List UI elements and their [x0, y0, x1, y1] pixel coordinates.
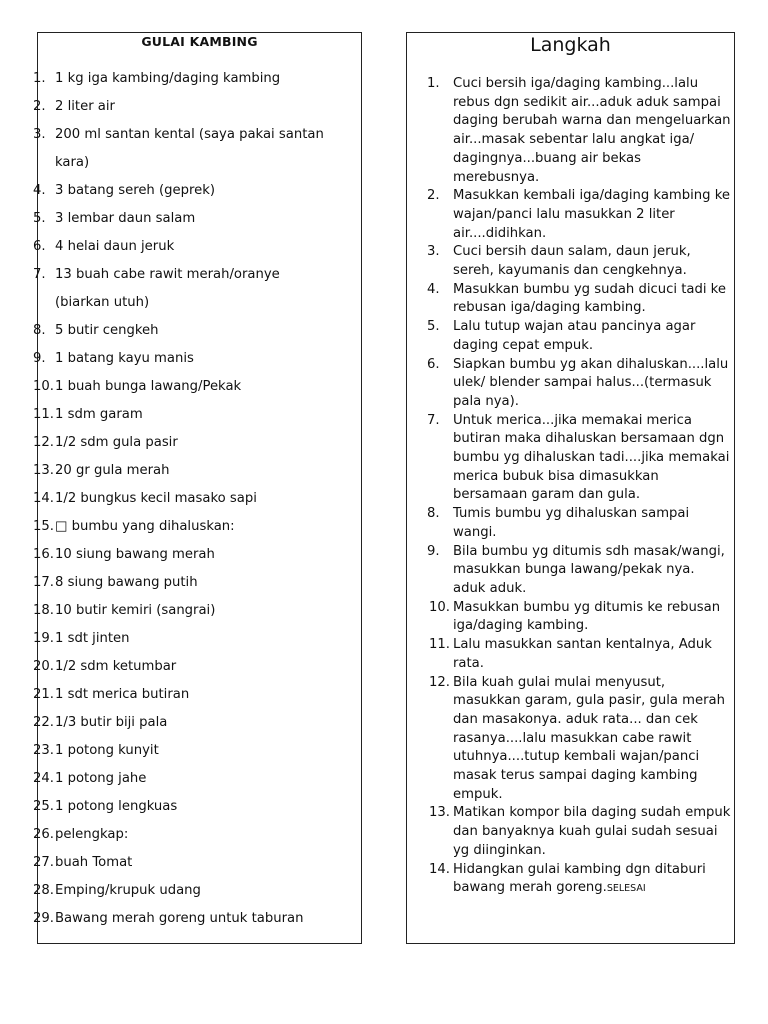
- ingredient-number: 4.: [33, 183, 46, 198]
- step-number: 9.: [427, 543, 440, 559]
- step-text: Matikan kompor bila daging sudah empuk dan banyaknya kuah gulai sudah sesuai yg diinginkan.: [453, 805, 731, 858]
- ingredient-item: [33, 289, 359, 317]
- ingredient-text: 13 buah cabe rawit merah/oranye: [55, 267, 280, 282]
- ingredient-text: 4 helai daun jeruk: [55, 239, 175, 254]
- step-item: [413, 187, 731, 243]
- ingredient-text: 8 siung bawang putih: [55, 575, 198, 590]
- step-number: 6.: [427, 356, 440, 372]
- ingredient-item: [33, 93, 359, 121]
- ingredient-number: 7.: [33, 267, 46, 282]
- ingredient-item: [33, 625, 359, 653]
- ingredient-item: [33, 905, 359, 933]
- ingredient-number: 10.: [33, 379, 54, 394]
- step-number: 14.: [429, 861, 450, 877]
- step-text: Lalu tutup wajan atau pancinya agar daging cepat empuk.: [453, 319, 696, 353]
- ingredient-number: 2.: [33, 99, 46, 114]
- ingredient-item: [33, 149, 359, 177]
- ingredient-text: 1/2 sdm ketumbar: [55, 659, 177, 674]
- step-text: Masukkan bumbu yg sudah dicuci tadi ke rebusan iga/daging kambing.: [453, 281, 726, 316]
- step-number: 4.: [427, 281, 440, 297]
- step-item: [413, 861, 731, 899]
- ingredient-text: Bawang merah goreng untuk taburan: [55, 911, 304, 926]
- step-text: Untuk merica...jika memakai merica butiran maka dihaluskan bersamaan dgn bumbu yg dihaluskan tadi....jika memakai merica bubuk bisa dimasukkan bersamaan garam dan gula.: [453, 412, 730, 503]
- ingredient-text: 1 sdt merica butiran: [55, 687, 190, 702]
- ingredient-number: 20.: [33, 659, 54, 674]
- ingredient-number: 16.: [33, 547, 54, 562]
- ingredient-text: 200 ml santan kental (saya pakai santan: [55, 127, 324, 142]
- ingredients-panel: [33, 32, 362, 944]
- ingredient-text: kara): [55, 155, 90, 170]
- step-number: 2.: [427, 188, 440, 204]
- ingredient-text: 10 butir kemiri (sangrai): [55, 603, 216, 618]
- step-text: Lalu masukkan santan kentalnya, Aduk rata.: [453, 637, 712, 671]
- ingredient-item: [33, 541, 359, 569]
- ingredient-item: [33, 597, 359, 625]
- ingredient-number: 26.: [33, 827, 54, 842]
- ingredient-item: [33, 793, 359, 821]
- ingredient-item: [33, 121, 359, 149]
- ingredient-number: 28.: [33, 883, 54, 898]
- ingredient-number: 13.: [33, 463, 54, 478]
- ingredient-item: [33, 65, 359, 93]
- ingredient-item: [33, 205, 359, 233]
- ingredient-item: [33, 429, 359, 457]
- ingredient-number: 3.: [33, 127, 46, 142]
- step-text: Masukkan kembali iga/daging kambing ke wajan/panci lalu masukkan 2 liter air....didihkan.: [453, 188, 730, 241]
- step-number: 12.: [429, 674, 450, 690]
- ingredient-text: 3 batang sereh (geprek): [55, 183, 216, 198]
- step-number: 3.: [427, 244, 440, 260]
- ingredient-item: [33, 177, 359, 205]
- step-item: [413, 674, 731, 805]
- ingredient-text: 10 siung bawang merah: [55, 547, 215, 562]
- step-text: Tumis bumbu yg dihaluskan sampai wangi.: [453, 506, 690, 540]
- ingredient-number: 8.: [33, 323, 46, 338]
- ingredient-text: 5 butir cengkeh: [55, 323, 159, 338]
- ingredient-text: 1/2 sdm gula pasir: [55, 435, 178, 450]
- ingredient-number: 21.: [33, 687, 54, 702]
- ingredient-number: 11.: [33, 407, 54, 422]
- ingredient-item: [33, 457, 359, 485]
- ingredient-text: 1 batang kayu manis: [55, 351, 194, 366]
- ingredient-text: 1 sdm garam: [55, 407, 143, 422]
- ingredient-number: 27.: [33, 855, 54, 870]
- step-text: Masukkan bumbu yg ditumis ke rebusan iga/daging kambing.: [453, 599, 721, 634]
- ingredients-title: GULAI KAMBING: [141, 34, 258, 49]
- ingredient-text: □ bumbu yang dihaluskan:: [55, 519, 235, 534]
- ingredient-list: [33, 65, 359, 933]
- step-item: [413, 636, 731, 673]
- ingredient-text: Emping/krupuk udang: [55, 883, 201, 898]
- ingredient-item: [33, 317, 359, 345]
- ingredient-item: [33, 373, 359, 401]
- step-item: [413, 804, 731, 860]
- step-item: [413, 356, 731, 412]
- step-list: [413, 75, 731, 899]
- step-item: [413, 318, 731, 355]
- ingredient-item: [33, 345, 359, 373]
- ingredient-text: 1 sdt jinten: [55, 631, 130, 646]
- step-item: [413, 281, 731, 318]
- ingredient-item: [33, 709, 359, 737]
- step-number: 7.: [427, 412, 440, 428]
- ingredient-item: [33, 569, 359, 597]
- ingredient-item: [33, 877, 359, 905]
- ingredient-item: [33, 653, 359, 681]
- ingredient-text: 20 gr gula merah: [55, 463, 170, 478]
- ingredient-item: [33, 401, 359, 429]
- ingredient-item: [33, 485, 359, 513]
- ingredient-number: 12.: [33, 435, 54, 450]
- step-item: [413, 243, 731, 280]
- ingredient-text: (biarkan utuh): [55, 295, 150, 310]
- step-suffix: SELESAI: [606, 883, 646, 895]
- step-item: [413, 412, 731, 506]
- ingredient-text: 1 kg iga kambing/daging kambing: [55, 71, 281, 86]
- ingredient-number: 5.: [33, 211, 46, 226]
- ingredient-text: 1/2 bungkus kecil masako sapi: [55, 491, 257, 506]
- ingredient-number: 23.: [33, 743, 54, 758]
- ingredient-number: 14.: [33, 491, 54, 506]
- steps-panel: [406, 32, 735, 944]
- ingredient-number: 17.: [33, 575, 54, 590]
- ingredient-number: 9.: [33, 351, 46, 366]
- step-text: Siapkan bumbu yg akan dihaluskan....lalu ulek/ blender sampai halus...(termasuk pala nya).: [453, 356, 729, 409]
- ingredient-text: 1 potong lengkuas: [55, 799, 178, 814]
- step-item: [413, 599, 731, 636]
- ingredient-number: 29.: [33, 911, 54, 926]
- ingredient-item: [33, 513, 359, 541]
- ingredient-item: [33, 821, 359, 849]
- step-text: Bila kuah gulai mulai menyusut, masukkan garam, gula pasir, gula merah dan masakonya. aduk rata... dan cek rasanya....lalu masukkan cabe rawit utuhnya....tutup kembali wajan/panci masak terus sampai daging kambing empuk.: [453, 674, 725, 802]
- ingredient-number: 15.: [33, 519, 54, 534]
- ingredient-number: 25.: [33, 799, 54, 814]
- ingredient-item: [33, 737, 359, 765]
- ingredient-number: 1.: [33, 71, 46, 86]
- ingredient-text: 1/3 butir biji pala: [55, 715, 168, 730]
- steps-title: Langkah: [530, 34, 611, 56]
- ingredient-item: [33, 261, 359, 289]
- step-item: [413, 505, 731, 542]
- ingredient-item: [33, 233, 359, 261]
- step-number: 11.: [429, 637, 450, 653]
- step-text: Cuci bersih iga/daging kambing...lalu rebus dgn sedikit air...aduk aduk sampai daging berubah warna dan mengeluarkan air...masak sebentar lalu angkat iga/ dagingnya...buang air bekas merebusnya.: [453, 76, 731, 185]
- ingredient-text: buah Tomat: [55, 855, 133, 870]
- ingredient-number: 22.: [33, 715, 54, 730]
- ingredient-item: [33, 681, 359, 709]
- step-number: 1.: [427, 76, 440, 91]
- step-number: 10.: [429, 599, 450, 615]
- ingredient-number: 19.: [33, 631, 54, 646]
- ingredient-text: 2 liter air: [55, 99, 115, 114]
- step-text: Hidangkan gulai kambing dgn ditaburi bawang merah goreng.: [453, 861, 706, 896]
- ingredient-number: 6.: [33, 239, 46, 254]
- ingredient-text: 1 buah bunga lawang/Pekak: [55, 379, 242, 394]
- ingredient-item: [33, 765, 359, 793]
- ingredient-text: pelengkap:: [55, 827, 129, 842]
- step-number: 8.: [427, 506, 440, 522]
- step-item: [413, 75, 731, 187]
- ingredient-text: 1 potong jahe: [55, 771, 147, 786]
- ingredient-item: [33, 849, 359, 877]
- step-text: Bila bumbu yg ditumis sdh masak/wangi, masukkan bunga lawang/pekak nya. aduk aduk.: [453, 543, 725, 596]
- ingredient-number: 18.: [33, 603, 54, 618]
- step-number: 13.: [429, 805, 450, 821]
- step-item: [413, 543, 731, 599]
- step-text: Cuci bersih daun salam, daun jeruk, sereh, kayumanis dan cengkehnya.: [453, 244, 691, 279]
- ingredient-text: 1 potong kunyit: [55, 743, 159, 758]
- step-number: 5.: [427, 319, 440, 335]
- ingredient-number: 24.: [33, 771, 54, 786]
- ingredient-text: 3 lembar daun salam: [55, 211, 196, 226]
